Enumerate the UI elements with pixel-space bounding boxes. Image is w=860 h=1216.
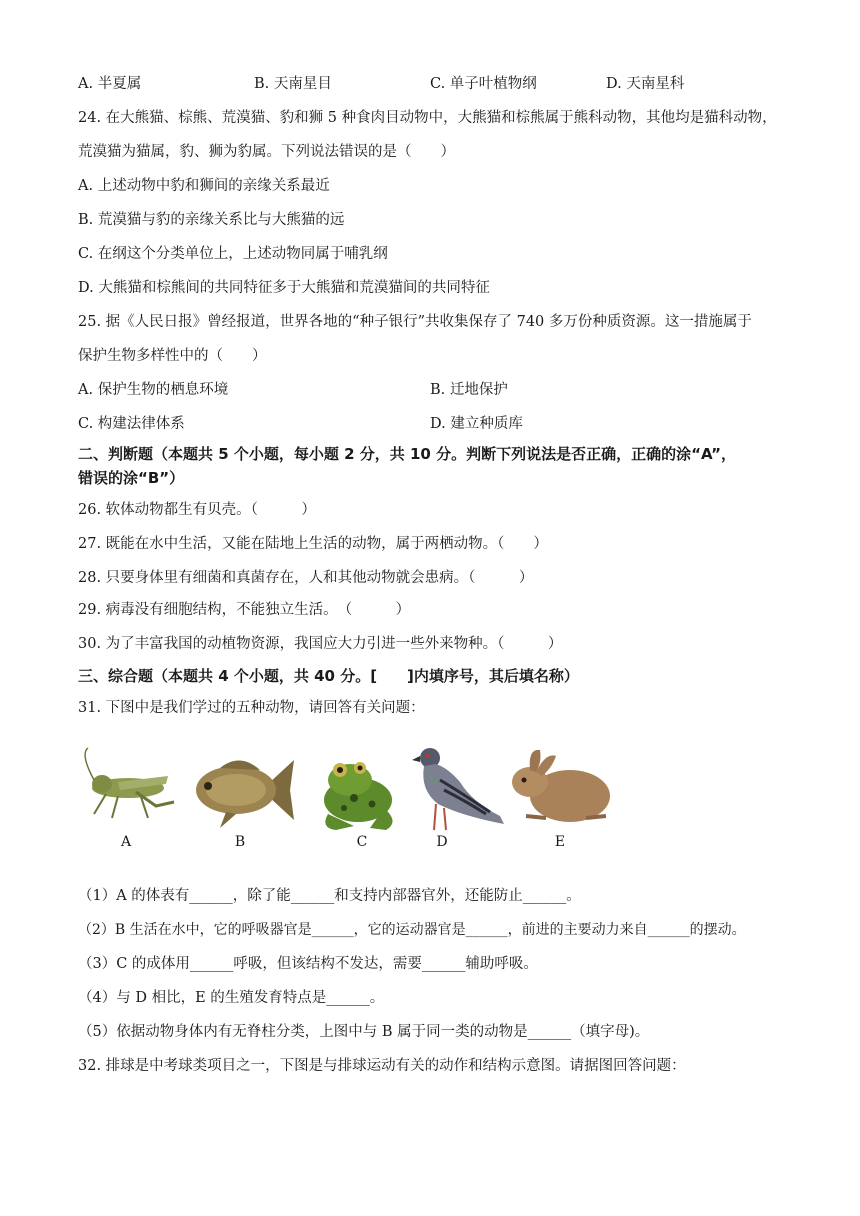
q25-option-c: C. 构建法律体系 bbox=[78, 416, 185, 432]
pigeon-icon bbox=[410, 742, 506, 836]
q25-option-d: D. 建立种质库 bbox=[430, 416, 523, 432]
q24-stem-line1: 24. 在大熊猫、棕熊、荒漠猫、豹和狮 5 种食肉目动物中，大熊猫和棕熊属于熊科动物，其他均是猫科动物， bbox=[78, 110, 777, 126]
q26-item: 26. 软体动物都生有贝壳。（ ） bbox=[78, 502, 316, 518]
q25-options-row2 bbox=[78, 414, 778, 434]
q25-option-b: B. 迁地保护 bbox=[430, 382, 508, 398]
figure-label-a: A bbox=[120, 834, 132, 850]
q25-option-a: A. 保护生物的栖息环境 bbox=[78, 382, 229, 398]
q28-item: 28. 只要身体里有细菌和真菌存在，人和其他动物就会患病。（ ） bbox=[78, 570, 534, 586]
q23-options bbox=[78, 74, 778, 94]
q31-stem: 31. 下图中是我们学过的五种动物，请回答有关问题： bbox=[78, 700, 425, 716]
q25-options-row1 bbox=[78, 380, 778, 400]
q31-sub2: （2）B 生活在水中，它的呼吸器官是______，它的运动器官是______，前进的主要动力来自______的摆动。 bbox=[78, 922, 746, 938]
frog-icon bbox=[314, 748, 402, 834]
grasshopper-icon bbox=[78, 744, 178, 826]
q24-option-a: A. 上述动物中豹和狮间的亲缘关系最近 bbox=[78, 178, 330, 194]
q29-item: 29. 病毒没有细胞结构，不能独立生活。 （ ） bbox=[78, 602, 411, 618]
q31-animals-figure bbox=[78, 738, 638, 858]
q27-item: 27. 既能在水中生活，又能在陆地上生活的动物，属于两栖动物。（ ） bbox=[78, 536, 548, 552]
figure-label-e: E bbox=[554, 834, 566, 850]
q25-stem-line1: 25. 据《人民日报》曾经报道，世界各地的“种子银行”共收集保存了 740 多万份种质资源。这一措施属于 bbox=[78, 314, 752, 330]
q24-option-b: B. 荒漠猫与豹的亲缘关系比与大熊猫的远 bbox=[78, 212, 345, 228]
section2-heading-line2: 错误的涂“B”） bbox=[78, 469, 185, 487]
q31-sub3: （3）C 的成体用______呼吸，但该结构不发达，需要______辅助呼吸。 bbox=[78, 956, 538, 972]
section3-heading: 三、综合题（本题共 4 个小题，共 40 分。[ ]内填序号，其后填名称） bbox=[78, 667, 579, 685]
q23-option-d: D. 天南星科 bbox=[606, 76, 685, 92]
q30-item: 30. 为了丰富我国的动植物资源，我国应大力引进一些外来物种。（ ） bbox=[78, 636, 563, 652]
q31-sub4: （4）与 D 相比，E 的生殖发育特点是______。 bbox=[78, 990, 385, 1006]
q25-stem-line2: 保护生物多样性中的（ ） bbox=[78, 348, 267, 364]
rabbit-icon bbox=[506, 746, 618, 830]
q32-stem: 32. 排球是中考球类项目之一，下图是与排球运动有关的动作和结构示意图。请据图回答问题： bbox=[78, 1058, 686, 1074]
q24-option-d: D. 大熊猫和棕熊间的共同特征多于大熊猫和荒漠猫间的共同特征 bbox=[78, 280, 490, 296]
q31-sub5: （5）依据动物身体内有无脊柱分类，上图中与 B 属于同一类的动物是______（填字母)。 bbox=[78, 1024, 650, 1040]
fish-icon bbox=[190, 750, 298, 830]
figure-label-d: D bbox=[436, 834, 448, 850]
q23-option-b: B. 天南星目 bbox=[254, 76, 332, 92]
figure-label-c: C bbox=[356, 834, 368, 850]
figure-label-b: B bbox=[234, 834, 246, 850]
q23-option-c: C. 单子叶植物纲 bbox=[430, 76, 537, 92]
q31-sub1: （1）A 的体表有______，除了能______和支持内部器官外，还能防止______。 bbox=[78, 888, 581, 904]
q23-option-a: A. 半夏属 bbox=[78, 76, 142, 92]
q24-stem-line2: 荒漠猫为猫属，豹、狮为豹属。下列说法错误的是（ ） bbox=[78, 144, 455, 160]
section2-heading-line1: 二、判断题（本题共 5 个小题，每小题 2 分，共 10 分。判断下列说法是否正确，正确的涂“A”， bbox=[78, 445, 737, 463]
q24-option-c: C. 在纲这个分类单位上，上述动物同属于哺乳纲 bbox=[78, 246, 388, 262]
